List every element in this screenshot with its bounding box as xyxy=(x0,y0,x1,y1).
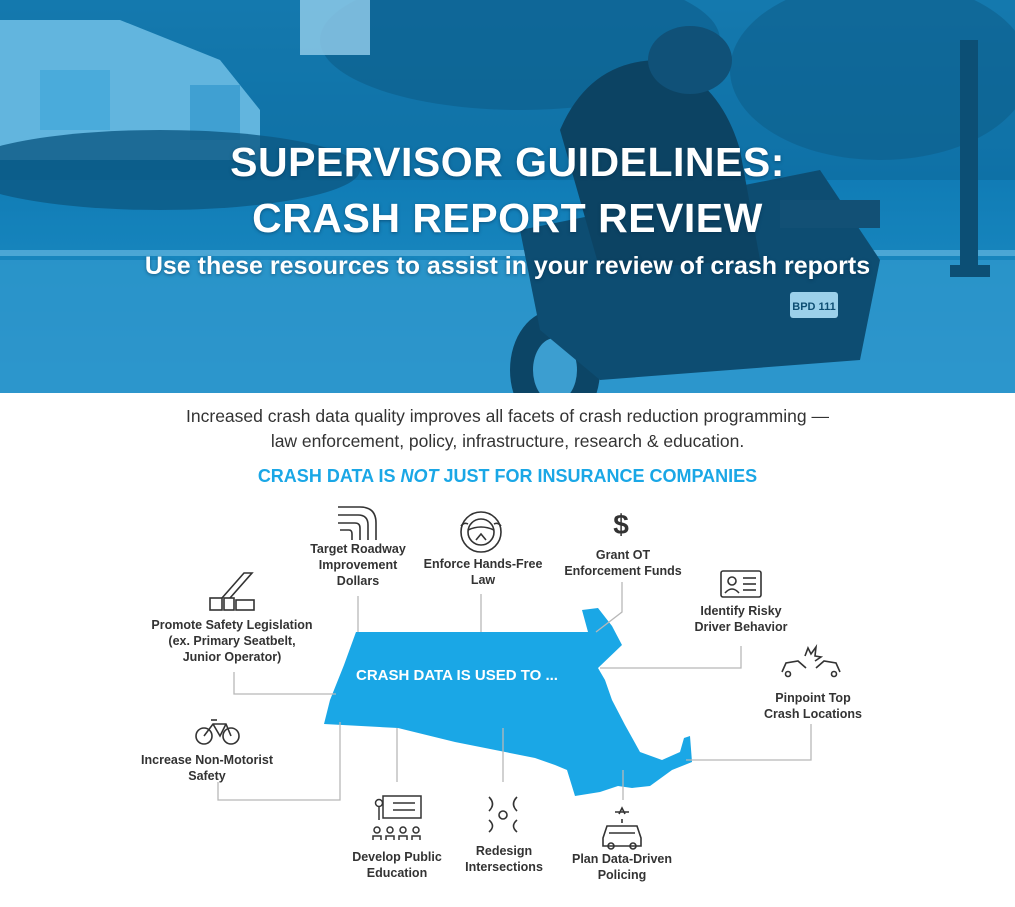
map-center-label: CRASH DATA IS USED TO ... xyxy=(356,667,558,684)
heading-part-2: JUST FOR INSURANCE COMPANIES xyxy=(438,466,758,486)
intro-line-2: law enforcement, policy, infrastructure, research & education. xyxy=(270,431,745,451)
label-target-roadway: Target Roadway Improvement Dollars xyxy=(310,542,406,588)
hero-title-line2: CRASH REPORT REVIEW xyxy=(252,195,763,241)
dollar-sign-icon: $ xyxy=(613,509,629,540)
intro-line-1: Increased crash data quality improves all facets of crash reduction programming — xyxy=(186,406,829,426)
label-public-education: Develop Public Education xyxy=(352,850,442,880)
label-non-motorist: Increase Non-Motorist Safety xyxy=(141,753,273,783)
label-pinpoint-locations: Pinpoint Top Crash Locations xyxy=(764,691,862,721)
license-plate: BPD 111 xyxy=(792,301,836,313)
label-redesign-intersections: Redesign Intersections xyxy=(465,844,543,874)
label-grant-ot: Grant OT Enforcement Funds xyxy=(564,548,682,578)
heading-emphasis: NOT xyxy=(400,466,439,486)
label-enforce-hands-free: Enforce Hands-Free Law xyxy=(423,557,543,587)
label-identify-risky: Identify Risky Driver Behavior xyxy=(694,604,788,634)
hero-subtitle: Use these resources to assist in your review of crash reports xyxy=(144,252,871,280)
hero-title-line1: SUPERVISOR GUIDELINES: xyxy=(230,139,785,185)
heading-part-1: CRASH DATA IS xyxy=(257,466,401,486)
label-safety-legislation: Promote Safety Legislation (ex. Primary Seatbelt, Junior Operator) xyxy=(151,618,313,664)
label-plan-policing: Plan Data-Driven Policing xyxy=(571,852,673,882)
